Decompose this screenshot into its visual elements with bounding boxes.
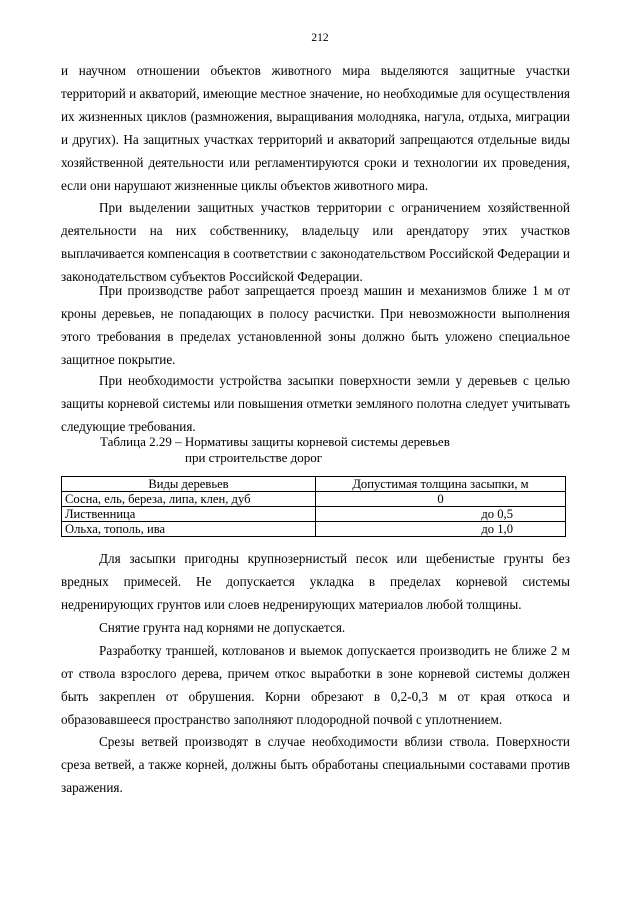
paragraph: При необходимости устройства засыпки поверхности земли у деревьев с целью защиты корневой системы или повышения отметки земляного полотна следует учитывать следующие требования. (61, 373, 570, 434)
table-row (62, 507, 566, 522)
paragraph: Разработку траншей, котлованов и выемок допускается производить не ближе 2 м от ствола взрослого дерева, причем откос выработки в зоне корневой системы должен быть закреплен от обрушения. Корни обрезают в 0,2-0,3 м от края откоса и образовавшееся пространство заполняют плодородной почвой с уплотнением. (61, 643, 570, 727)
table-cell: до 0,5 (316, 507, 566, 522)
paragraph: и научном отношении объектов животного мира выделяются защитные участки территорий и акваторий, имеющие местное значение, но необходимые для осуществления их жизненных циклов (размножения, выращивания молодняка, нагула, отдыха, миграции и других). На защитных участках территорий и акваторий запрещаются отдельные виды хозяйственной деятельности или регламентируются сроки и технологии их проведения, если они нарушают жизненные циклы объектов животного мира. (61, 63, 570, 193)
table-cell: Лиственница (62, 507, 316, 522)
column-header-tree-species: Виды деревьев (62, 477, 316, 492)
norms-table (61, 476, 566, 537)
paragraph: Снятие грунта над корнями не допускается. (99, 620, 346, 635)
table-cell: 0 (316, 492, 566, 507)
table-cell: Сосна, ель, береза, липа, клен, дуб (62, 492, 316, 507)
paragraph: При производстве работ запрещается проезд машин и механизмов ближе 1 м от кроны деревьев, не попадающих в полосу расчистки. При невозможности выполнения этого требования в пределах установленной зоны должно быть уложено специальное защитное покрытие. (61, 283, 570, 367)
column-header-fill-thickness: Допустимая толщина засыпки, м (316, 477, 566, 492)
page-number: 212 (311, 32, 329, 44)
table-row (62, 522, 566, 537)
table-header-row (62, 477, 566, 492)
table-cell: Ольха, тополь, ива (62, 522, 316, 537)
table-cell: до 1,0 (316, 522, 566, 537)
table-caption-line: Таблица 2.29 – Нормативы защиты корневой системы деревьев (100, 434, 450, 449)
paragraph: При выделении защитных участков территории с ограничением хозяйственной деятельности на них собственнику, владельцу или арендатору этих участков выплачивается компенсация в соответствии с законодательством Российской Федерации и законодательством субъектов Российской Федерации. (61, 200, 570, 284)
table-caption (100, 434, 450, 466)
paragraph: Для засыпки пригодны крупнозернистый песок или щебенистые грунты без вредных примесей. Не допускается укладка в пределах корневой системы недренирующих грунтов или слоев недренирующих материалов любой толщины. (61, 551, 570, 612)
paragraph: Срезы ветвей производят в случае необходимости вблизи ствола. Поверхности среза ветвей, а также корней, должны быть обработаны специальными составами против заражения. (61, 734, 570, 795)
table-row (62, 492, 566, 507)
table-caption-line: при строительстве дорог (185, 450, 323, 465)
